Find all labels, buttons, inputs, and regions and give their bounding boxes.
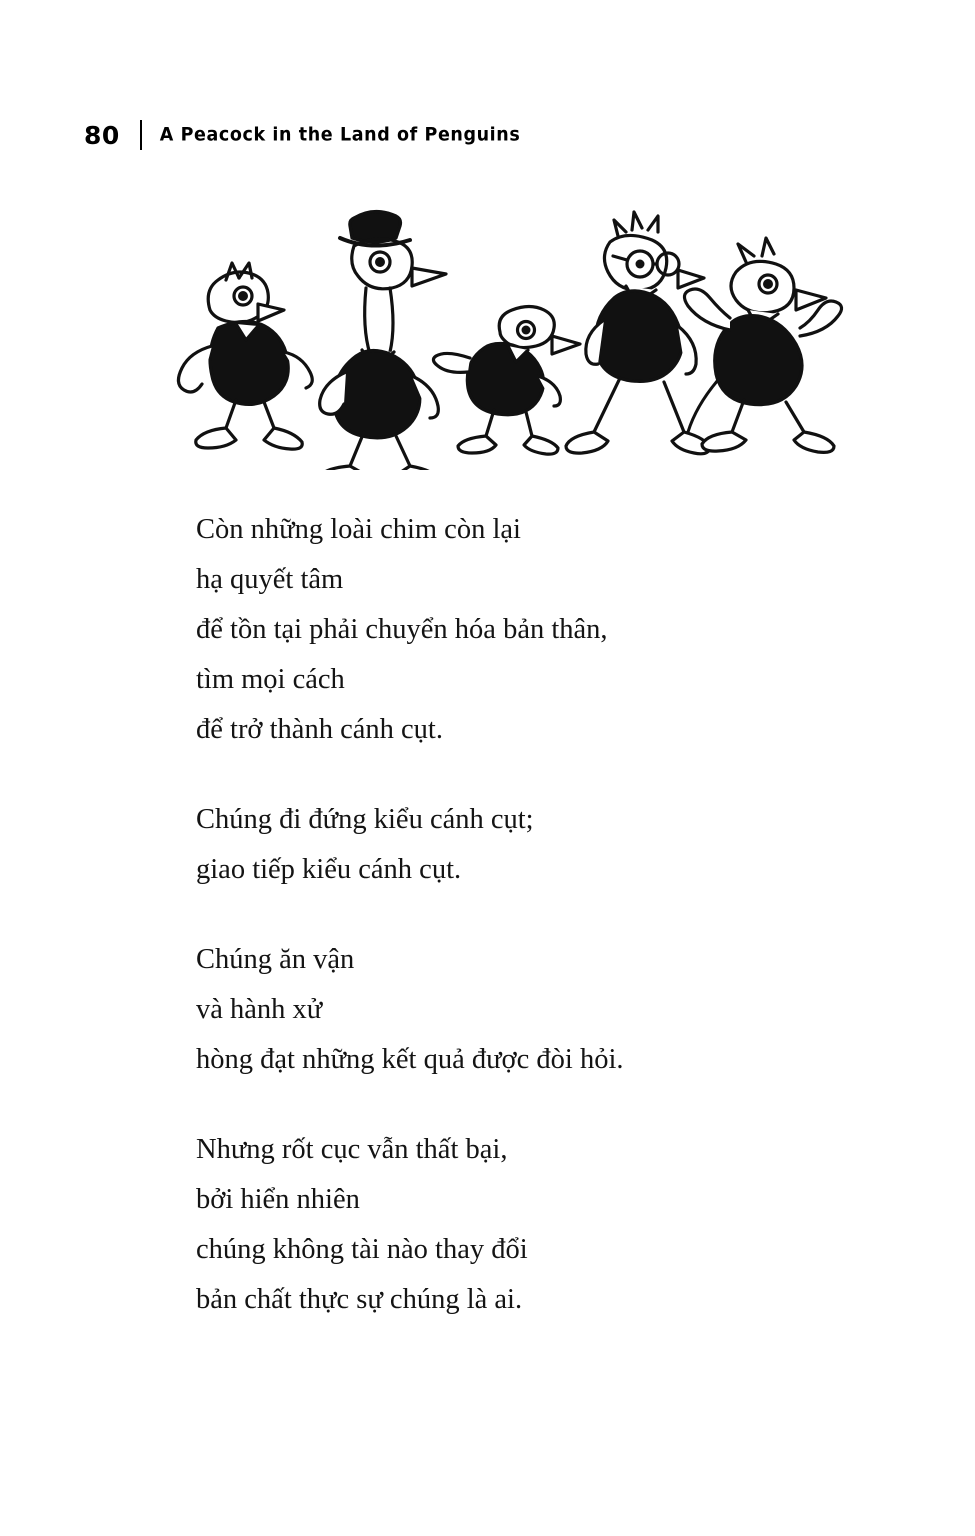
poem-line: hòng đạt những kết quả được đòi hỏi. <box>196 1044 624 1075</box>
poem-line: giao tiếp kiểu cánh cụt. <box>196 854 462 885</box>
poem-stanza <box>196 505 896 755</box>
poem-line: bản chất thực sự chúng là ai. <box>196 1284 523 1315</box>
poem-line: hạ quyết tâm <box>196 564 344 595</box>
poem-line: để trở thành cánh cụt. <box>196 714 443 745</box>
poem-line: Chúng ăn vận <box>196 944 355 975</box>
page-header <box>84 118 520 152</box>
poem-line: Nhưng rốt cục vẫn thất bại, <box>196 1134 508 1165</box>
page-number: 80 <box>84 120 120 150</box>
poem-line: chúng không tài nào thay đổi <box>196 1234 528 1265</box>
poem-line: để tồn tại phải chuyển hóa bản thân, <box>196 614 608 645</box>
poem-stanza <box>196 1125 896 1325</box>
poem-line: Còn những loài chim còn lại <box>196 514 521 545</box>
poem-line: và hành xử <box>196 994 323 1025</box>
poem-line: Chúng đi đứng kiểu cánh cụt; <box>196 804 534 835</box>
header-divider <box>140 120 142 150</box>
running-title: A Peacock in the Land of Penguins <box>159 124 521 146</box>
poem-line: tìm mọi cách <box>196 664 345 695</box>
poem-stanza <box>196 795 896 895</box>
poem-line: bởi hiển nhiên <box>196 1184 360 1215</box>
poem-stanza <box>196 935 896 1085</box>
poem-body <box>196 505 896 1325</box>
bird-procession-illustration <box>140 180 870 470</box>
